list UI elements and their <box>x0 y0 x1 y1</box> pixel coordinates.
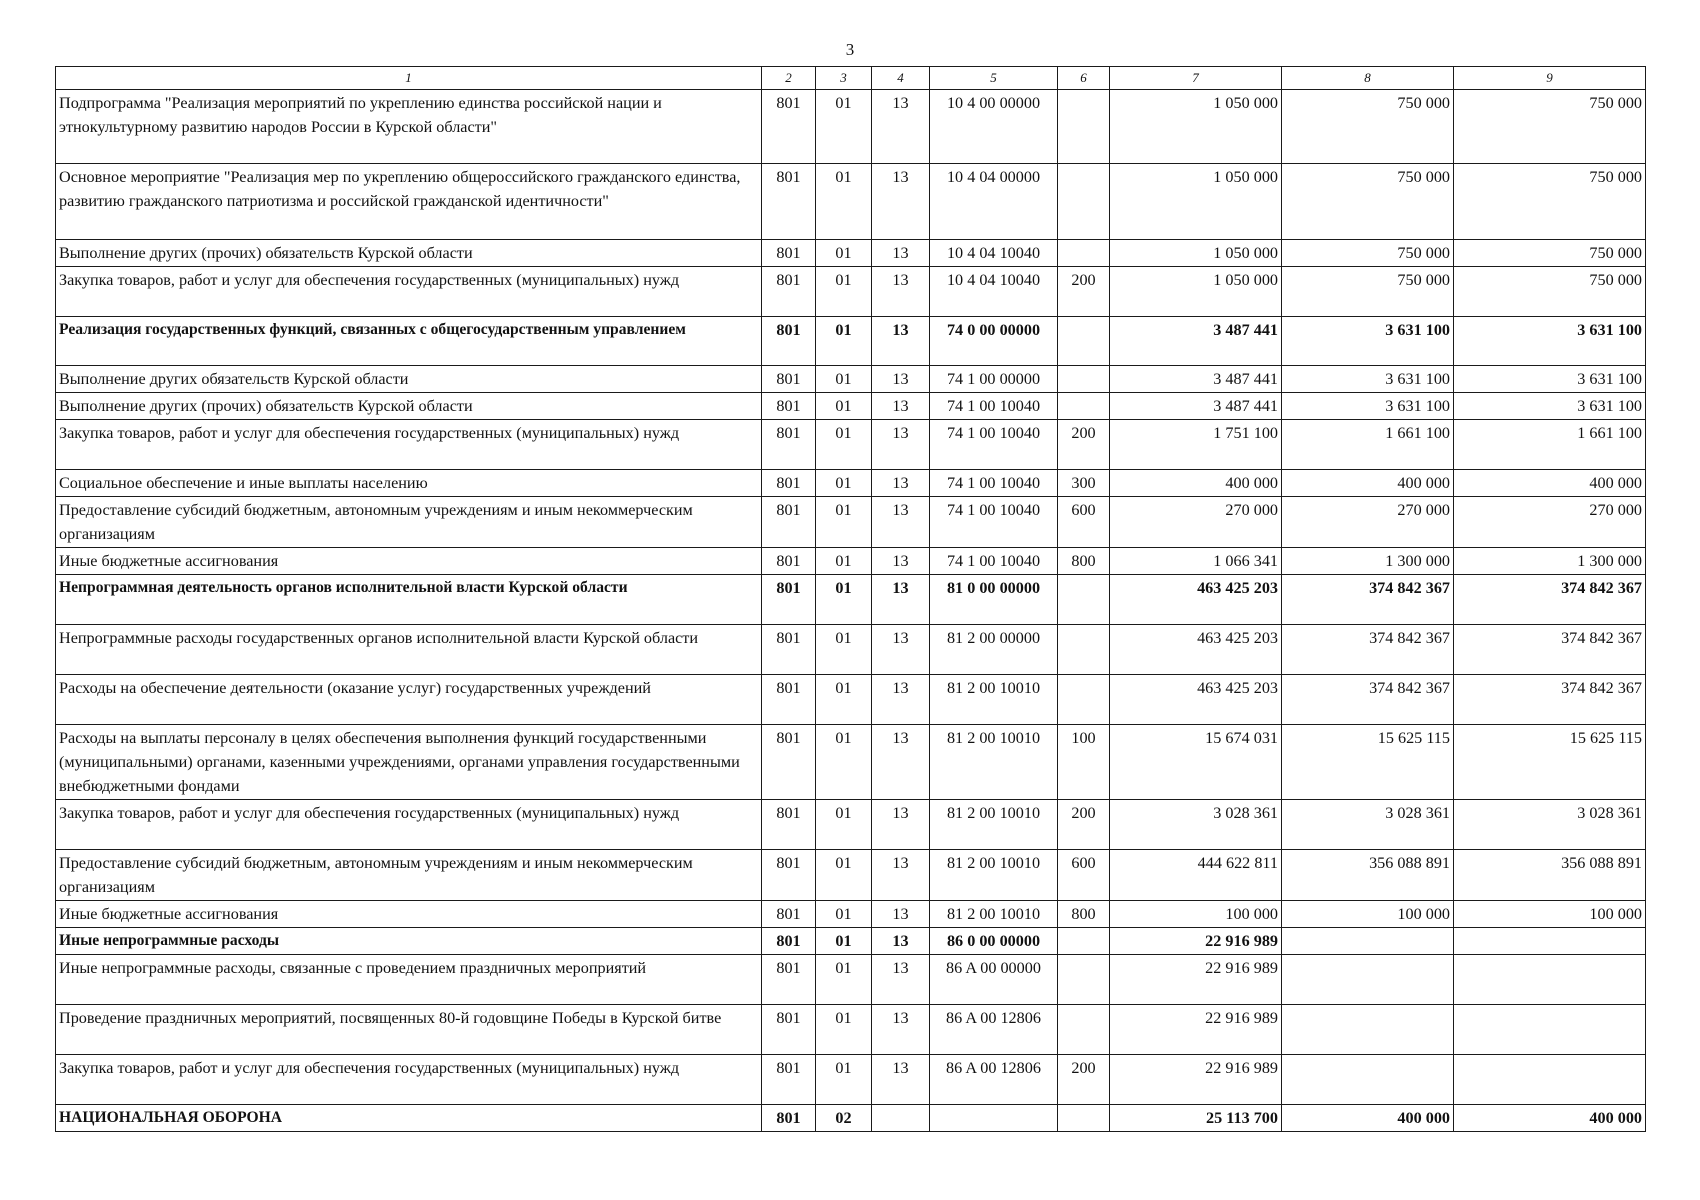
subsection-code-cell: 13 <box>872 675 930 725</box>
ministry-code-cell: 801 <box>762 420 816 470</box>
section-code-cell: 01 <box>816 928 872 955</box>
amount-year1-cell: 22 916 989 <box>1110 928 1282 955</box>
ministry-code-cell: 801 <box>762 267 816 317</box>
subsection-code-cell: 13 <box>872 1055 930 1105</box>
subsection-code-cell: 13 <box>872 470 930 497</box>
section-code-cell: 01 <box>816 575 872 625</box>
amount-year3-cell: 100 000 <box>1454 901 1646 928</box>
ministry-code-cell: 801 <box>762 470 816 497</box>
target-article-cell <box>930 1105 1058 1132</box>
amount-year1-cell: 444 622 811 <box>1110 850 1282 901</box>
amount-year1-cell: 22 916 989 <box>1110 955 1282 1005</box>
column-number: 7 <box>1110 67 1282 90</box>
section-code-cell: 01 <box>816 317 872 366</box>
expense-name-cell: Основное мероприятие "Реализация мер по укреплению общероссийского гражданского единства, развитию гражданского патриотизма и российской гражданской идентичности" <box>56 164 762 240</box>
column-number-row <box>56 67 1646 90</box>
expense-type-cell <box>1058 1005 1110 1055</box>
target-article-cell: 81 2 00 10010 <box>930 800 1058 850</box>
expense-type-cell: 600 <box>1058 497 1110 548</box>
subsection-code-cell: 13 <box>872 725 930 800</box>
table-row <box>56 1055 1646 1105</box>
target-article-cell: 81 2 00 10010 <box>930 901 1058 928</box>
expense-name-cell: Предоставление субсидий бюджетным, автономным учреждениям и иным некоммерческим организациям <box>56 850 762 901</box>
ministry-code-cell: 801 <box>762 1055 816 1105</box>
ministry-code-cell: 801 <box>762 497 816 548</box>
table-row <box>56 366 1646 393</box>
target-article-cell: 86 0 00 00000 <box>930 928 1058 955</box>
subsection-code-cell: 13 <box>872 240 930 267</box>
section-code-cell: 01 <box>816 548 872 575</box>
amount-year3-cell <box>1454 1055 1646 1105</box>
column-number: 9 <box>1454 67 1646 90</box>
section-code-cell: 01 <box>816 90 872 164</box>
amount-year1-cell: 3 487 441 <box>1110 393 1282 420</box>
target-article-cell: 74 1 00 10040 <box>930 470 1058 497</box>
column-number: 8 <box>1282 67 1454 90</box>
expense-name-cell: Непрограммные расходы государственных органов исполнительной власти Курской области <box>56 625 762 675</box>
amount-year1-cell: 463 425 203 <box>1110 625 1282 675</box>
table-row <box>56 901 1646 928</box>
expense-name-cell: Закупка товаров, работ и услуг для обеспечения государственных (муниципальных) нужд <box>56 800 762 850</box>
expense-name-cell: Подпрограмма "Реализация мероприятий по укреплению единства российской нации и этнокультурному развитию народов России в Курской области" <box>56 90 762 164</box>
amount-year2-cell <box>1282 1005 1454 1055</box>
expense-type-cell <box>1058 928 1110 955</box>
amount-year2-cell: 374 842 367 <box>1282 675 1454 725</box>
target-article-cell: 74 0 00 00000 <box>930 317 1058 366</box>
amount-year3-cell: 270 000 <box>1454 497 1646 548</box>
section-code-cell: 01 <box>816 955 872 1005</box>
target-article-cell: 86 A 00 00000 <box>930 955 1058 1005</box>
column-number: 2 <box>762 67 816 90</box>
ministry-code-cell: 801 <box>762 240 816 267</box>
table-row <box>56 625 1646 675</box>
table-row <box>56 548 1646 575</box>
column-number: 1 <box>56 67 762 90</box>
target-article-cell: 10 4 04 10040 <box>930 267 1058 317</box>
ministry-code-cell: 801 <box>762 675 816 725</box>
amount-year2-cell: 400 000 <box>1282 1105 1454 1132</box>
budget-table <box>55 66 1646 1132</box>
target-article-cell: 86 A 00 12806 <box>930 1055 1058 1105</box>
expense-name-cell: Расходы на обеспечение деятельности (оказание услуг) государственных учреждений <box>56 675 762 725</box>
subsection-code-cell <box>872 1105 930 1132</box>
table-row <box>56 164 1646 240</box>
ministry-code-cell: 801 <box>762 850 816 901</box>
amount-year3-cell: 15 625 115 <box>1454 725 1646 800</box>
amount-year3-cell <box>1454 955 1646 1005</box>
section-code-cell: 01 <box>816 850 872 901</box>
expense-type-cell <box>1058 625 1110 675</box>
section-code-cell: 01 <box>816 725 872 800</box>
table-row <box>56 420 1646 470</box>
amount-year2-cell: 356 088 891 <box>1282 850 1454 901</box>
amount-year1-cell: 100 000 <box>1110 901 1282 928</box>
column-number: 3 <box>816 67 872 90</box>
expense-name-cell: НАЦИОНАЛЬНАЯ ОБОРОНА <box>56 1105 762 1132</box>
amount-year1-cell: 1 050 000 <box>1110 267 1282 317</box>
amount-year2-cell: 270 000 <box>1282 497 1454 548</box>
target-article-cell: 10 4 04 00000 <box>930 164 1058 240</box>
amount-year1-cell: 3 487 441 <box>1110 366 1282 393</box>
page-number: 3 <box>845 40 855 59</box>
amount-year2-cell: 374 842 367 <box>1282 625 1454 675</box>
subsection-code-cell: 13 <box>872 164 930 240</box>
expense-name-cell: Проведение праздничных мероприятий, посвященных 80-й годовщине Победы в Курской битве <box>56 1005 762 1055</box>
subsection-code-cell: 13 <box>872 1005 930 1055</box>
amount-year2-cell: 374 842 367 <box>1282 575 1454 625</box>
section-code-cell: 01 <box>816 800 872 850</box>
target-article-cell: 81 0 00 00000 <box>930 575 1058 625</box>
amount-year2-cell: 3 631 100 <box>1282 366 1454 393</box>
table-row <box>56 850 1646 901</box>
section-code-cell: 01 <box>816 901 872 928</box>
expense-name-cell: Выполнение других (прочих) обязательств Курской области <box>56 240 762 267</box>
amount-year1-cell: 22 916 989 <box>1110 1055 1282 1105</box>
amount-year1-cell: 15 674 031 <box>1110 725 1282 800</box>
ministry-code-cell: 801 <box>762 393 816 420</box>
expense-type-cell <box>1058 366 1110 393</box>
section-code-cell: 01 <box>816 164 872 240</box>
expense-name-cell: Предоставление субсидий бюджетным, автономным учреждениям и иным некоммерческим организациям <box>56 497 762 548</box>
expense-name-cell: Выполнение других (прочих) обязательств Курской области <box>56 393 762 420</box>
amount-year3-cell <box>1454 1005 1646 1055</box>
section-code-cell: 01 <box>816 366 872 393</box>
target-article-cell: 86 A 00 12806 <box>930 1005 1058 1055</box>
ministry-code-cell: 801 <box>762 901 816 928</box>
amount-year3-cell: 374 842 367 <box>1454 625 1646 675</box>
ministry-code-cell: 801 <box>762 366 816 393</box>
target-article-cell: 81 2 00 00000 <box>930 625 1058 675</box>
section-code-cell: 01 <box>816 470 872 497</box>
amount-year1-cell: 270 000 <box>1110 497 1282 548</box>
table-row <box>56 1105 1646 1132</box>
subsection-code-cell: 13 <box>872 800 930 850</box>
table-row <box>56 393 1646 420</box>
expense-type-cell: 200 <box>1058 267 1110 317</box>
section-code-cell: 01 <box>816 1055 872 1105</box>
subsection-code-cell: 13 <box>872 955 930 1005</box>
target-article-cell: 10 4 00 00000 <box>930 90 1058 164</box>
expense-type-cell <box>1058 164 1110 240</box>
amount-year1-cell: 463 425 203 <box>1110 675 1282 725</box>
expense-name-cell: Закупка товаров, работ и услуг для обеспечения государственных (муниципальных) нужд <box>56 420 762 470</box>
expense-type-cell: 200 <box>1058 800 1110 850</box>
ministry-code-cell: 801 <box>762 575 816 625</box>
ministry-code-cell: 801 <box>762 928 816 955</box>
table-row <box>56 928 1646 955</box>
ministry-code-cell: 801 <box>762 1005 816 1055</box>
ministry-code-cell: 801 <box>762 317 816 366</box>
section-code-cell: 01 <box>816 240 872 267</box>
target-article-cell: 10 4 04 10040 <box>930 240 1058 267</box>
subsection-code-cell: 13 <box>872 850 930 901</box>
target-article-cell: 74 1 00 10040 <box>930 420 1058 470</box>
amount-year2-cell: 750 000 <box>1282 240 1454 267</box>
expense-type-cell <box>1058 675 1110 725</box>
ministry-code-cell: 801 <box>762 1105 816 1132</box>
amount-year1-cell: 1 050 000 <box>1110 164 1282 240</box>
section-code-cell: 02 <box>816 1105 872 1132</box>
subsection-code-cell: 13 <box>872 575 930 625</box>
subsection-code-cell: 13 <box>872 393 930 420</box>
subsection-code-cell: 13 <box>872 625 930 675</box>
target-article-cell: 81 2 00 10010 <box>930 850 1058 901</box>
amount-year1-cell: 3 028 361 <box>1110 800 1282 850</box>
target-article-cell: 74 1 00 10040 <box>930 393 1058 420</box>
expense-type-cell: 300 <box>1058 470 1110 497</box>
ministry-code-cell: 801 <box>762 725 816 800</box>
expense-name-cell: Иные непрограммные расходы <box>56 928 762 955</box>
expense-type-cell <box>1058 393 1110 420</box>
expense-type-cell <box>1058 955 1110 1005</box>
table-row <box>56 470 1646 497</box>
section-code-cell: 01 <box>816 625 872 675</box>
amount-year3-cell: 750 000 <box>1454 90 1646 164</box>
amount-year2-cell: 1 661 100 <box>1282 420 1454 470</box>
section-code-cell: 01 <box>816 497 872 548</box>
expense-type-cell: 200 <box>1058 420 1110 470</box>
expense-type-cell: 800 <box>1058 548 1110 575</box>
table-row <box>56 675 1646 725</box>
ministry-code-cell: 801 <box>762 625 816 675</box>
amount-year1-cell: 25 113 700 <box>1110 1105 1282 1132</box>
amount-year3-cell: 3 631 100 <box>1454 317 1646 366</box>
amount-year3-cell: 374 842 367 <box>1454 675 1646 725</box>
expense-name-cell: Социальное обеспечение и иные выплаты населению <box>56 470 762 497</box>
expense-type-cell <box>1058 1105 1110 1132</box>
expense-name-cell: Закупка товаров, работ и услуг для обеспечения государственных (муниципальных) нужд <box>56 1055 762 1105</box>
amount-year2-cell: 3 631 100 <box>1282 317 1454 366</box>
expense-name-cell: Иные непрограммные расходы, связанные с проведением праздничных мероприятий <box>56 955 762 1005</box>
amount-year2-cell: 100 000 <box>1282 901 1454 928</box>
amount-year3-cell <box>1454 928 1646 955</box>
target-article-cell: 74 1 00 10040 <box>930 497 1058 548</box>
expense-type-cell <box>1058 240 1110 267</box>
amount-year2-cell: 1 300 000 <box>1282 548 1454 575</box>
amount-year2-cell: 750 000 <box>1282 90 1454 164</box>
amount-year1-cell: 1 066 341 <box>1110 548 1282 575</box>
amount-year2-cell: 3 028 361 <box>1282 800 1454 850</box>
subsection-code-cell: 13 <box>872 90 930 164</box>
table-row <box>56 267 1646 317</box>
subsection-code-cell: 13 <box>872 928 930 955</box>
subsection-code-cell: 13 <box>872 901 930 928</box>
expense-type-cell <box>1058 90 1110 164</box>
subsection-code-cell: 13 <box>872 366 930 393</box>
ministry-code-cell: 801 <box>762 90 816 164</box>
expense-name-cell: Иные бюджетные ассигнования <box>56 548 762 575</box>
target-article-cell: 74 1 00 10040 <box>930 548 1058 575</box>
subsection-code-cell: 13 <box>872 548 930 575</box>
table-body <box>56 90 1646 1132</box>
ministry-code-cell: 801 <box>762 800 816 850</box>
ministry-code-cell: 801 <box>762 548 816 575</box>
section-code-cell: 01 <box>816 420 872 470</box>
table-row <box>56 90 1646 164</box>
target-article-cell: 74 1 00 00000 <box>930 366 1058 393</box>
amount-year3-cell: 3 028 361 <box>1454 800 1646 850</box>
expense-name-cell: Выполнение других обязательств Курской области <box>56 366 762 393</box>
table-row <box>56 317 1646 366</box>
amount-year3-cell: 750 000 <box>1454 164 1646 240</box>
subsection-code-cell: 13 <box>872 317 930 366</box>
table-row <box>56 955 1646 1005</box>
subsection-code-cell: 13 <box>872 497 930 548</box>
amount-year1-cell: 463 425 203 <box>1110 575 1282 625</box>
amount-year2-cell: 750 000 <box>1282 164 1454 240</box>
target-article-cell: 81 2 00 10010 <box>930 675 1058 725</box>
amount-year3-cell: 750 000 <box>1454 240 1646 267</box>
subsection-code-cell: 13 <box>872 267 930 317</box>
amount-year2-cell <box>1282 1055 1454 1105</box>
amount-year3-cell: 3 631 100 <box>1454 393 1646 420</box>
expense-type-cell: 600 <box>1058 850 1110 901</box>
table-row <box>56 240 1646 267</box>
section-code-cell: 01 <box>816 1005 872 1055</box>
amount-year1-cell: 3 487 441 <box>1110 317 1282 366</box>
amount-year3-cell: 1 661 100 <box>1454 420 1646 470</box>
ministry-code-cell: 801 <box>762 955 816 1005</box>
amount-year3-cell: 400 000 <box>1454 470 1646 497</box>
amount-year3-cell: 356 088 891 <box>1454 850 1646 901</box>
amount-year3-cell: 3 631 100 <box>1454 366 1646 393</box>
expense-name-cell: Закупка товаров, работ и услуг для обеспечения государственных (муниципальных) нужд <box>56 267 762 317</box>
table-row <box>56 497 1646 548</box>
amount-year3-cell: 750 000 <box>1454 267 1646 317</box>
expense-name-cell: Непрограммная деятельность органов исполнительной власти Курской области <box>56 575 762 625</box>
expense-name-cell: Расходы на выплаты персоналу в целях обеспечения выполнения функций государственными (муниципальными) органами, казенными учреждениями, органами управления государственными внебюджетными фондами <box>56 725 762 800</box>
amount-year2-cell: 3 631 100 <box>1282 393 1454 420</box>
subsection-code-cell: 13 <box>872 420 930 470</box>
amount-year3-cell: 1 300 000 <box>1454 548 1646 575</box>
expense-type-cell: 200 <box>1058 1055 1110 1105</box>
expense-type-cell: 800 <box>1058 901 1110 928</box>
table-row <box>56 575 1646 625</box>
section-code-cell: 01 <box>816 675 872 725</box>
amount-year3-cell: 374 842 367 <box>1454 575 1646 625</box>
expense-name-cell: Реализация государственных функций, связанных с общегосударственным управлением <box>56 317 762 366</box>
amount-year1-cell: 1 751 100 <box>1110 420 1282 470</box>
amount-year2-cell: 15 625 115 <box>1282 725 1454 800</box>
table-row <box>56 800 1646 850</box>
amount-year1-cell: 400 000 <box>1110 470 1282 497</box>
amount-year1-cell: 22 916 989 <box>1110 1005 1282 1055</box>
amount-year2-cell <box>1282 928 1454 955</box>
column-number: 6 <box>1058 67 1110 90</box>
expense-type-cell: 100 <box>1058 725 1110 800</box>
column-number: 5 <box>930 67 1058 90</box>
amount-year1-cell: 1 050 000 <box>1110 90 1282 164</box>
amount-year2-cell: 750 000 <box>1282 267 1454 317</box>
expense-type-cell <box>1058 575 1110 625</box>
amount-year3-cell: 400 000 <box>1454 1105 1646 1132</box>
expense-name-cell: Иные бюджетные ассигнования <box>56 901 762 928</box>
column-number: 4 <box>872 67 930 90</box>
target-article-cell: 81 2 00 10010 <box>930 725 1058 800</box>
table-row <box>56 1005 1646 1055</box>
section-code-cell: 01 <box>816 267 872 317</box>
ministry-code-cell: 801 <box>762 164 816 240</box>
expense-type-cell <box>1058 317 1110 366</box>
table-row <box>56 725 1646 800</box>
amount-year1-cell: 1 050 000 <box>1110 240 1282 267</box>
section-code-cell: 01 <box>816 393 872 420</box>
amount-year2-cell: 400 000 <box>1282 470 1454 497</box>
amount-year2-cell <box>1282 955 1454 1005</box>
